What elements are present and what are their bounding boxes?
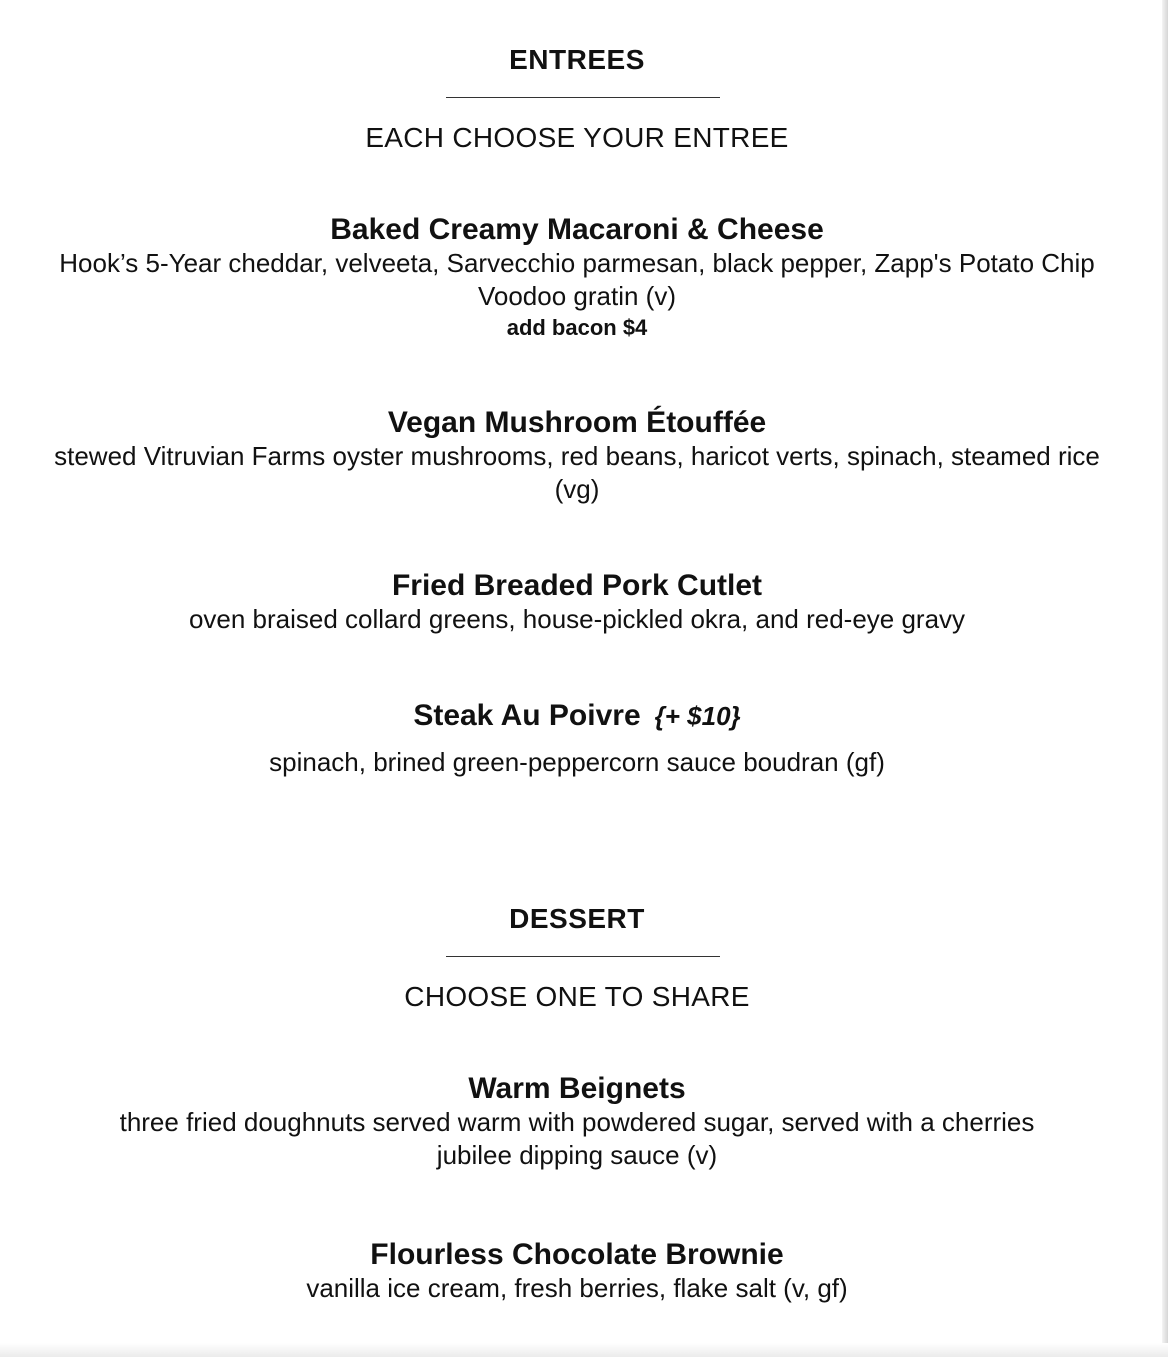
item-description: Hook’s 5-Year cheddar, velveeta, Sarvecchio parmesan, black pepper, Zapp's Potato Chip Voodoo gratin (v) bbox=[59, 248, 1095, 311]
dessert-item-brownie bbox=[0, 1238, 1154, 1305]
dessert-section-title: DESSERT bbox=[509, 903, 645, 934]
entree-item-steak-au-poivre bbox=[0, 699, 1154, 779]
item-description: stewed Vitruvian Farms oyster mushrooms, red beans, haricot verts, spinach, steamed rice (vg) bbox=[54, 441, 1100, 504]
item-name-row bbox=[0, 699, 1154, 733]
item-name: Flourless Chocolate Brownie bbox=[370, 1238, 784, 1271]
page-bottom-edge bbox=[0, 1343, 1168, 1357]
dessert-divider bbox=[446, 956, 720, 957]
entrees-section-subtitle: EACH CHOOSE YOUR ENTREE bbox=[365, 122, 789, 153]
entrees-divider bbox=[446, 97, 720, 98]
item-description: vanilla ice cream, fresh berries, flake salt (v, gf) bbox=[306, 1273, 848, 1303]
item-description: spinach, brined green-peppercorn sauce boudran (gf) bbox=[269, 747, 885, 777]
page-right-edge bbox=[1162, 0, 1168, 1357]
item-name: Fried Breaded Pork Cutlet bbox=[391, 569, 763, 602]
dessert-item-beignets bbox=[0, 1072, 1154, 1172]
item-price: {+ $10} bbox=[654, 701, 741, 731]
item-addon: add bacon $4 bbox=[506, 315, 648, 340]
item-name: Steak Au Poivre bbox=[413, 699, 641, 732]
item-name: Baked Creamy Macaroni & Cheese bbox=[330, 213, 824, 246]
entrees-section-title: ENTREES bbox=[509, 44, 645, 75]
item-description: three fried doughnuts served warm with powdered sugar, served with a cherries jubilee dipping sauce (v) bbox=[119, 1107, 1035, 1170]
dessert-section-subtitle: CHOOSE ONE TO SHARE bbox=[404, 981, 750, 1012]
entree-item-pork-cutlet bbox=[0, 569, 1154, 636]
item-description: oven braised collard greens, house-pickled okra, and red-eye gravy bbox=[188, 604, 966, 634]
entree-item-mac-and-cheese bbox=[0, 213, 1154, 343]
item-name: Warm Beignets bbox=[468, 1072, 686, 1105]
entree-item-mushroom-etouffee bbox=[0, 406, 1154, 506]
item-name: Vegan Mushroom Étouffée bbox=[387, 406, 767, 439]
